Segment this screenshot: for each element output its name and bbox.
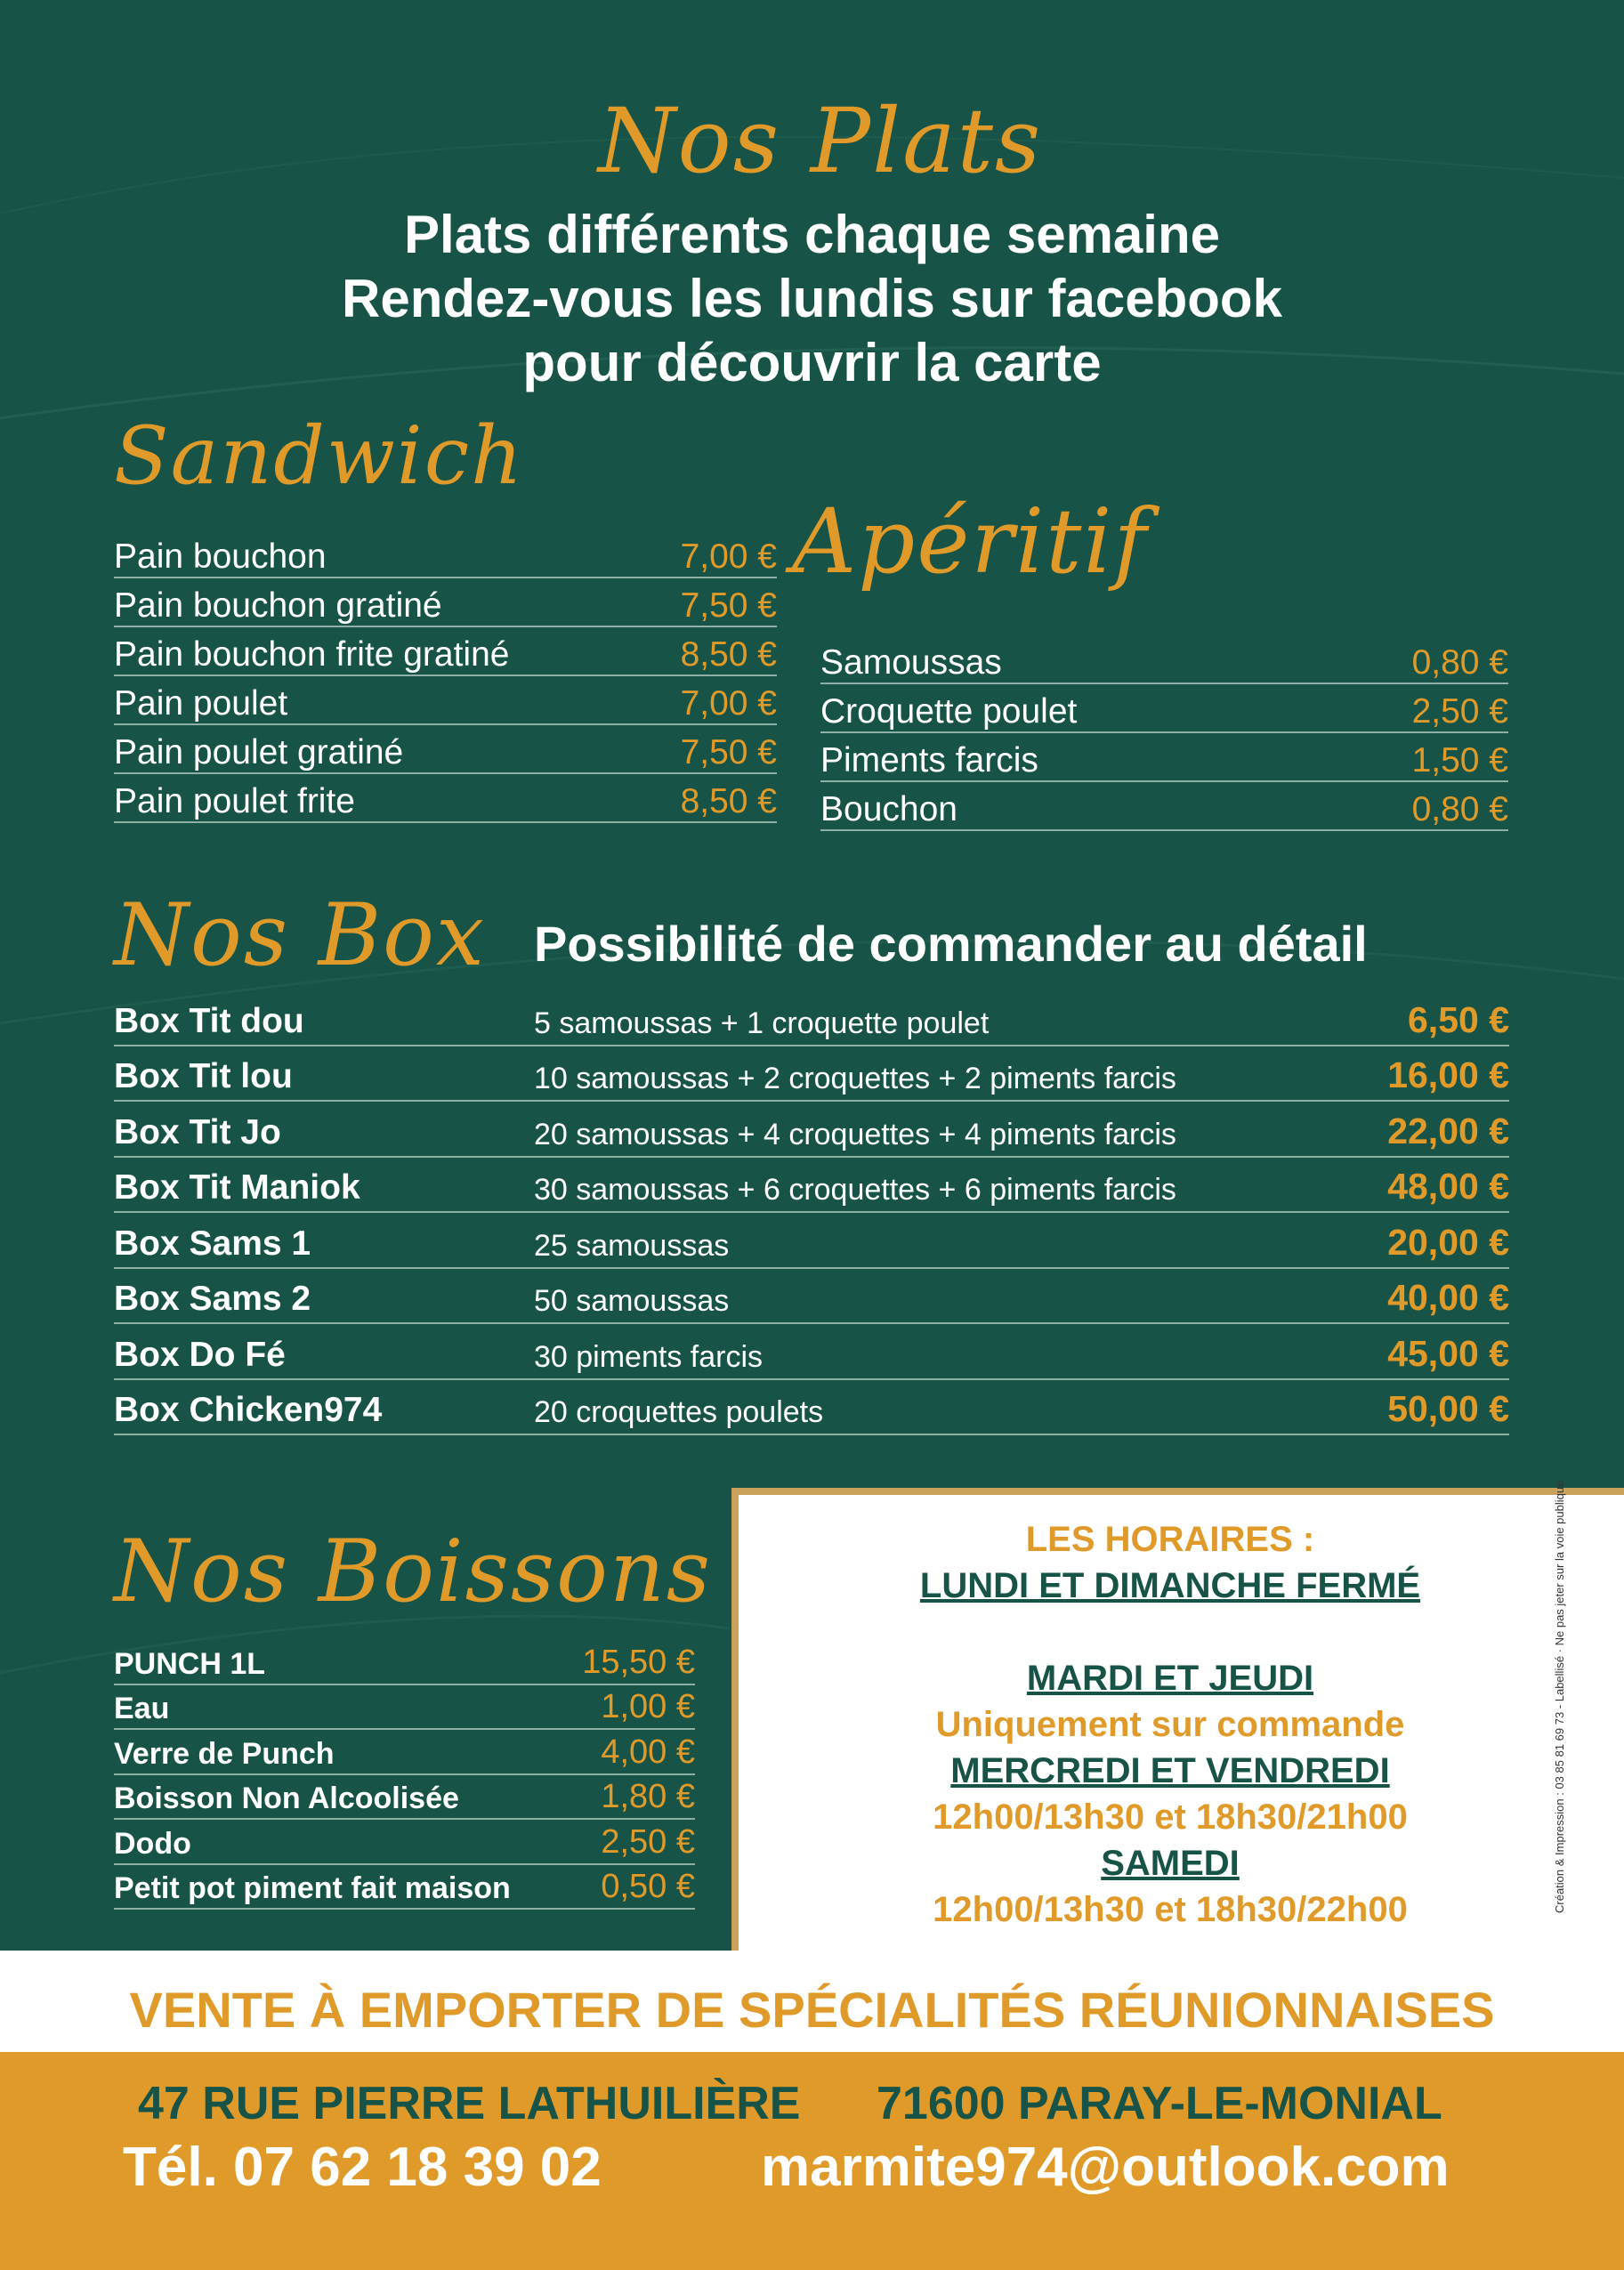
list-item: [114, 1640, 695, 1685]
list-item: [114, 1685, 695, 1731]
item-price: 8,50 €: [680, 782, 777, 820]
list-item: [114, 1102, 1509, 1158]
item-description: 10 samoussas + 2 croquettes + 2 piments farcis: [534, 1062, 1176, 1095]
list-item: [114, 1158, 1509, 1214]
plats-heading: Nos Plats: [598, 89, 1043, 193]
item-price: 15,50 €: [582, 1643, 695, 1681]
list-item: [820, 684, 1508, 733]
aperitif-list: [820, 635, 1508, 831]
list-item: [114, 1213, 1509, 1269]
item-name: Bouchon: [820, 790, 957, 828]
item-name: Eau: [114, 1692, 170, 1725]
list-item: [114, 529, 777, 578]
hours-sat-times: 12h00/13h30 et 18h30/22h00: [933, 1890, 1408, 1929]
item-price: 4,00 €: [601, 1733, 695, 1771]
hours-tue-thu-note: Uniquement sur commande: [935, 1705, 1405, 1744]
item-price: 20,00 €: [1387, 1221, 1509, 1263]
spacer: [739, 1609, 1602, 1655]
item-description: 50 samoussas: [534, 1284, 730, 1318]
list-item: [114, 1046, 1509, 1103]
sandwich-heading: Sandwich: [114, 409, 525, 503]
list-item: [820, 733, 1508, 782]
item-name: Croquette poulet: [820, 692, 1078, 731]
aperitif-heading: Apéritif: [792, 489, 1149, 594]
item-price: 45,00 €: [1387, 1332, 1509, 1374]
item-name: Boisson Non Alcoolisée: [114, 1781, 459, 1815]
item-name: Box Tit dou: [114, 1001, 304, 1040]
opening-hours: [739, 1516, 1602, 1933]
item-name: Pain poulet: [114, 684, 288, 723]
item-price: 1,80 €: [601, 1778, 695, 1815]
item-description: 25 samoussas: [534, 1228, 730, 1263]
item-description: 20 croquettes poulets: [534, 1395, 824, 1429]
list-item: [114, 1380, 1509, 1436]
sandwich-list: [114, 529, 777, 823]
hours-day-tue-thu: MARDI ET JEUDI: [1026, 1659, 1314, 1698]
hours-day-wed-fri: MERCREDI ET VENDREDI: [950, 1751, 1390, 1790]
list-item: [114, 1775, 695, 1821]
list-item: [114, 1865, 695, 1911]
boissons-heading: Nos Boissons: [114, 1522, 713, 1621]
item-description: 20 samoussas + 4 croquettes + 4 piments farcis: [534, 1117, 1176, 1151]
address-city: 71600 PARAY-LE-MONIAL: [877, 2078, 1442, 2129]
box-list: [114, 990, 1509, 1435]
email-address: marmite974@outlook.com: [761, 2137, 1450, 2198]
item-name: Pain poulet gratiné: [114, 733, 404, 771]
list-item: [114, 627, 777, 676]
item-name: PUNCH 1L: [114, 1646, 266, 1681]
intro-text: [133, 203, 1491, 395]
hours-wed-fri-times: 12h00/13h30 et 18h30/21h00: [933, 1797, 1408, 1837]
item-name: Petit pot piment fait maison: [114, 1871, 511, 1905]
phone-number: Tél. 07 62 18 39 02: [123, 2137, 602, 2198]
list-item: [114, 1269, 1509, 1325]
item-price: 6,50 €: [1408, 998, 1509, 1040]
item-price: 1,00 €: [601, 1688, 695, 1725]
item-name: Box Sams 1: [114, 1224, 311, 1263]
box-note: Possibilité de commander au détail: [534, 916, 1368, 972]
item-name: Box Tit Maniok: [114, 1168, 360, 1207]
box-heading: Nos Box: [114, 885, 487, 985]
list-item: [114, 725, 777, 774]
list-item: [114, 676, 777, 725]
printer-credit: Création & Impression : 03 85 81 69 73 - Labellisé · Ne pas jeter sur la voie publique: [1553, 1480, 1566, 1913]
item-price: 22,00 €: [1387, 1110, 1509, 1151]
list-item: [114, 578, 777, 627]
intro-line: pour découvrir la carte: [522, 333, 1102, 392]
list-item: [114, 1820, 695, 1865]
opening-hours-panel: [731, 1488, 1624, 1951]
tagline: VENTE À EMPORTER DE SPÉCIALITÉS RÉUNIONNAISES: [129, 1982, 1495, 2038]
item-description: 30 samoussas + 6 croquettes + 6 piments farcis: [534, 1173, 1176, 1207]
item-name: Pain bouchon frite gratiné: [114, 635, 510, 674]
hours-closed: LUNDI ET DIMANCHE FERMÉ: [919, 1566, 1421, 1605]
item-price: 2,50 €: [601, 1822, 695, 1861]
item-name: Box Do Fé: [114, 1335, 286, 1374]
item-price: 48,00 €: [1387, 1166, 1509, 1207]
item-name: Pain bouchon: [114, 537, 327, 576]
list-item: [114, 990, 1509, 1046]
item-description: 30 piments farcis: [534, 1339, 763, 1374]
item-name: Box Tit lou: [114, 1057, 293, 1095]
item-price: 7,50 €: [680, 733, 777, 771]
item-price: 8,50 €: [680, 635, 777, 674]
address-street: 47 RUE PIERRE LATHUILIÈRE: [138, 2078, 801, 2129]
item-name: Box Sams 2: [114, 1280, 311, 1318]
item-price: 40,00 €: [1387, 1277, 1509, 1318]
item-price: 16,00 €: [1387, 1054, 1509, 1095]
hours-title: LES HORAIRES :: [1025, 1520, 1315, 1559]
item-price: 7,00 €: [680, 537, 777, 576]
item-price: 2,50 €: [1411, 692, 1508, 731]
drinks-list: [114, 1640, 695, 1910]
intro-line: Rendez-vous les lundis sur facebook: [342, 269, 1282, 328]
list-item: [820, 782, 1508, 831]
item-name: Pain bouchon gratiné: [114, 586, 442, 625]
item-price: 0,80 €: [1411, 643, 1508, 682]
item-name: Piments farcis: [820, 741, 1038, 780]
hours-day-sat: SAMEDI: [1101, 1844, 1240, 1883]
item-name: Samoussas: [820, 643, 1002, 682]
item-price: 0,50 €: [601, 1868, 695, 1905]
item-name: Dodo: [114, 1826, 191, 1861]
list-item: [820, 635, 1508, 684]
item-price: 0,80 €: [1411, 790, 1508, 828]
item-name: Box Tit Jo: [114, 1112, 281, 1151]
item-price: 1,50 €: [1411, 741, 1508, 780]
item-name: Pain poulet frite: [114, 782, 356, 820]
intro-line: Plats différents chaque semaine: [404, 205, 1220, 264]
item-description: 5 samoussas + 1 croquette poulet: [534, 1006, 990, 1040]
item-name: Verre de Punch: [114, 1736, 335, 1771]
list-item: [114, 1324, 1509, 1380]
item-price: 7,00 €: [680, 684, 777, 723]
list-item: [114, 1730, 695, 1775]
list-item: [114, 774, 777, 823]
item-price: 7,50 €: [680, 586, 777, 625]
item-price: 50,00 €: [1387, 1388, 1509, 1429]
item-name: Box Chicken974: [114, 1391, 383, 1429]
